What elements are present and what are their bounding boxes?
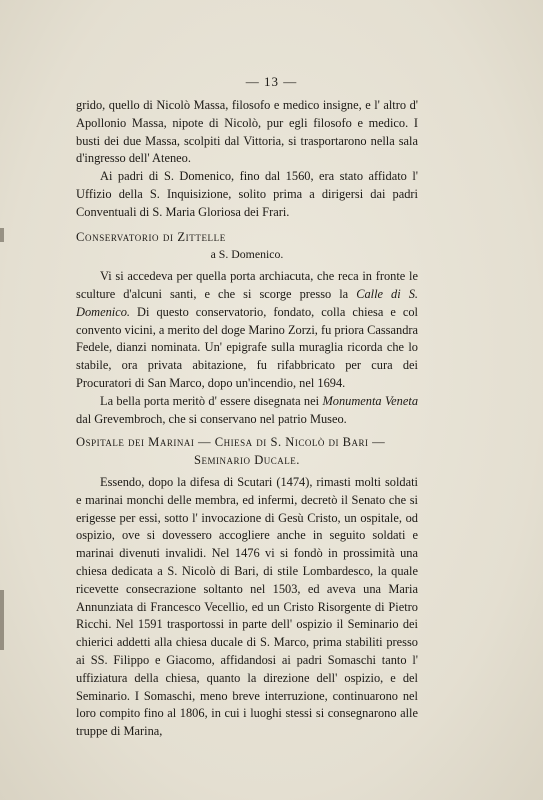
section-heading-seminario: Seminario Ducale. bbox=[194, 453, 300, 468]
page-body bbox=[76, 97, 418, 741]
section-subheading-domenico: a S. Domenico. bbox=[210, 247, 284, 262]
page-edge-mark-lower bbox=[0, 590, 4, 650]
paragraph-conservatorio-start: Vi si accedeva per quella porta archiacuta, che reca in fronte le sculture d'alcuni santi, e che si scorge presso la bbox=[76, 269, 418, 301]
paragraph-ospitale: Essendo, dopo la difesa di Scutari (1474), rimasti molti soldati e marinai monchi delle membra, ed infermi, decretò il Senato che si erigesse per essi, sotto l' invocazione di Gesù Cristo, un ospitale, od ospizio, ove si dovessero accogliere anche in seguito soldati e marinai divenuti invalidi. Nel 1476 vi si fondò in prossimità una chiesa dedicata a S. Nicolò di Bari, di stile Lombardesco, la quale ricevette consecrazione soltanto nel 1503, ed aveva una Maria Annunziata di Francesco Vecellio, ed un Cristo Risorgente di Pietro Ricchi. Nel 1591 trasportossi in parte dell' ospizio il Seminario dei chierici addetti alla chiesa ducale di S. Marco, prima stabiliti presso ai SS. Filippo e Giacomo, affidandosi ai padri Somaschi tanto l' uffiziatura della chiesa, quanto la direzione dell' ospizio, e del Seminario. I Somaschi, meno breve interruzione, continuarono nel loro compito fino al 1806, in cui i luoghi stessi si consegnarono alle truppe di Marina, bbox=[76, 474, 418, 739]
paragraph-porta-start: La bella porta meritò d' essere disegnata nei bbox=[100, 393, 323, 408]
calle-name: Calle di S. Domenico. bbox=[76, 286, 418, 319]
paragraph-porta bbox=[76, 393, 418, 429]
paragraph-conservatorio-end: Di questo conservatorio, fondato, colla chiesa e col convento vicini, a merito del doge Marino Zorzi, fu priora Cassandra Fedele, dianzi nominata. Un' epigrafe sulla muraglia ricorda che lo stabile, ora privata abitazione, fu rifabbricato per cura dei Procuratori di San Marco, dopo un'incendio, nel 1694. bbox=[76, 304, 419, 390]
page-number: — 13 — bbox=[245, 74, 298, 89]
paragraph-porta-end: dal Grevembroch, che si conservano nel patrio Museo. bbox=[76, 411, 347, 426]
paragraph-massa-busts: grido, quello di Nicolò Massa, filosofo e medico insigne, e l' altro d' Apollonio Massa, nipote di Nicolò, pur egli filosofo e medico. I busti dei due Massa, scolpiti dal Vittoria, si trasportarono nella sala d'ingresso dell' Ateneo. bbox=[76, 98, 418, 166]
monumenta-title: Monumenta Veneta bbox=[322, 393, 419, 408]
page-edge-mark-upper bbox=[0, 228, 4, 242]
section-heading-conservatorio: Conservatorio di Zittelle bbox=[76, 229, 226, 244]
section-heading-ospitale: Ospitale dei Marinai — Chiesa di S. Nicolò di Bari — bbox=[76, 435, 386, 450]
paragraph-conservatorio bbox=[76, 268, 418, 393]
paragraph-inquisition: Ai padri di S. Domenico, fino dal 1560, era stato affidato l' Uffizio della S. Inquisizione, solito prima a dirigersi dai padri Conventuali di S. Maria Gloriosa dei Frari. bbox=[76, 169, 418, 219]
